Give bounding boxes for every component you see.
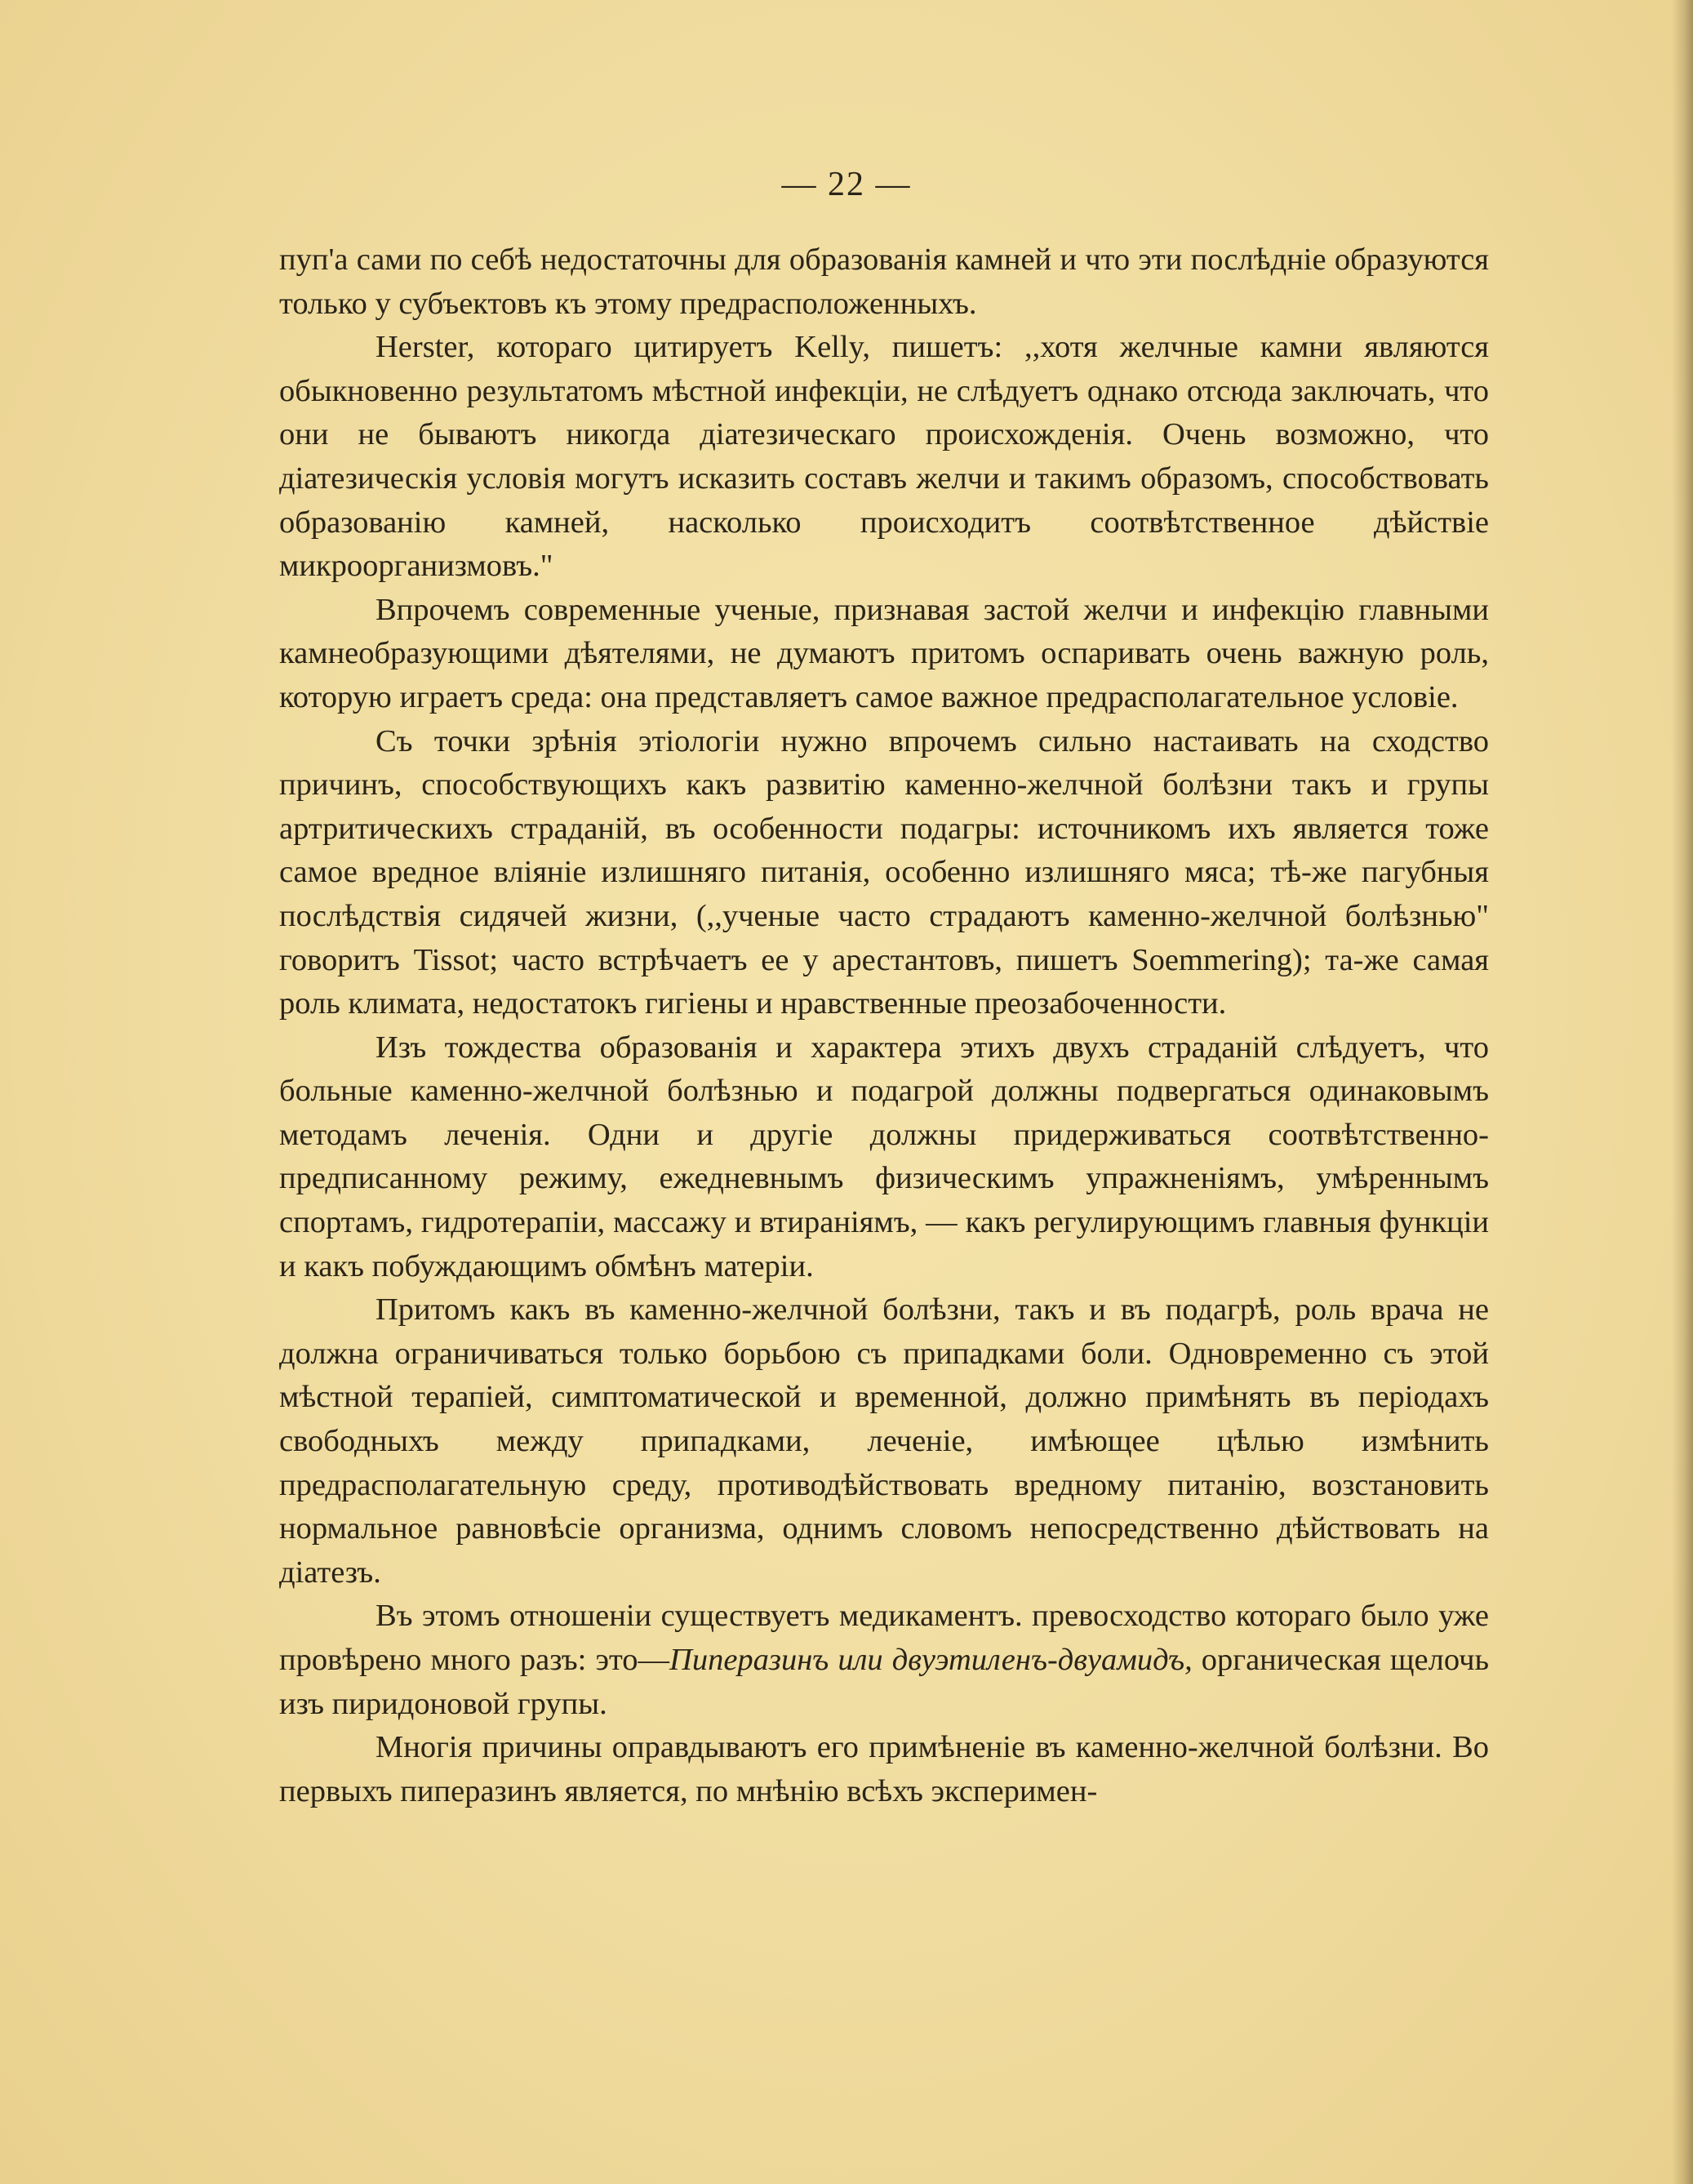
body-text [279,238,1489,1813]
paragraph-text-before: Въ этомъ отношеніи существуетъ медикаментъ. превосходство котораго было уже провѣрено много разъ: это— [279,1599,1489,1677]
page-edge-shadow [1672,0,1693,2184]
page-number: — 22 — [781,166,912,203]
paragraph: Впрочемъ современные ученые, признавая застой желчи и инфекцію главными камнеобразующими дѣятелями, не думаютъ притомъ оспаривать очень важную роль, которую играетъ среда: она представляетъ самое важное предрасполагательное условіе. [279,592,1489,714]
paragraph: Многія причины оправдываютъ его примѣненіе въ каменно-желчной болѣзни. Во первыхъ пиперазинъ является, по мнѣнію всѣхъ эксперимен- [279,1730,1489,1808]
italic-term: Пиперазинъ или двуэтиленъ-двуамидъ, [669,1643,1193,1677]
paragraph: Съ точки зрѣнія этіологіи нужно впрочемъ сильно настаивать на сходство причинъ, способствующихъ какъ развитію каменно-желчной болѣзни такъ и групы артритическихъ страданій, въ особенности подагры: источникомъ ихъ является тоже самое вредное вліяніе излишняго питанія, особенно излишняго мяса; тѣ-же пагубныя послѣдствія сидячей жизни, (,,ученые часто страдаютъ каменно-желчной болѣзнью" говоритъ Tissot; часто встрѣчаетъ ее у арестантовъ, пишетъ Soemmering); та-же самая роль климата, недостатокъ гигіены и нравственные преозабоченности. [279,723,1489,1021]
paragraph: Herster, котораго цитируетъ Kelly, пишетъ: ,,хотя желчные камни являются обыкновенно результатомъ мѣстной инфекціи, не слѣдуетъ однако отсюда заключать, что они не бываютъ никогда діатезическаго происхожденія. Очень возможно, что діатезическія условія могутъ исказить составъ желчи и такимъ образомъ, способствовать образованію камней, насколько происходитъ соотвѣтственное дѣйствіе микроорганизмовъ." [279,330,1489,584]
paragraph: Притомъ какъ въ каменно-желчной болѣзни, такъ и въ подагрѣ, роль врача не должна ограничиваться только борьбою съ припадками боли. Одновременно съ этой мѣстной терапіей, симптоматической и временной, должно примѣнять въ періодахъ свободныхъ между припадками, леченіе, имѣющее цѣлью измѣнить предрасполагательную среду, противодѣйствовать вредному питанію, возстановить нормальное равновѣсіе организма, однимъ словомъ непосредственно дѣйствовать на діатезъ. [279,1292,1489,1590]
paragraph: пуп'а сами по себѣ недостаточны для образованія камней и что эти послѣдніе образуются только у субъектовъ къ этому предрасположенныхъ. [279,242,1489,321]
paragraph: Изъ тождества образованія и характера этихъ двухъ страданій слѣдуетъ, что больные каменно-желчной болѣзнью и подагрой должны подвергаться одинаковымъ методамъ леченія. Одни и другіе должны придерживаться соотвѣтственно-предписанному режиму, ежедневнымъ физическимъ упражненіямъ, умѣреннымъ спортамъ, гидротерапіи, массажу и втираніямъ, — какъ регулирующимъ главныя функціи и какъ побуждающимъ обмѣнъ матеріи. [279,1030,1489,1283]
paragraph-with-italic [279,1595,1489,1726]
paragraph-text-after: органическая щелочь изъ пиридоновой групы. [279,1643,1490,1721]
